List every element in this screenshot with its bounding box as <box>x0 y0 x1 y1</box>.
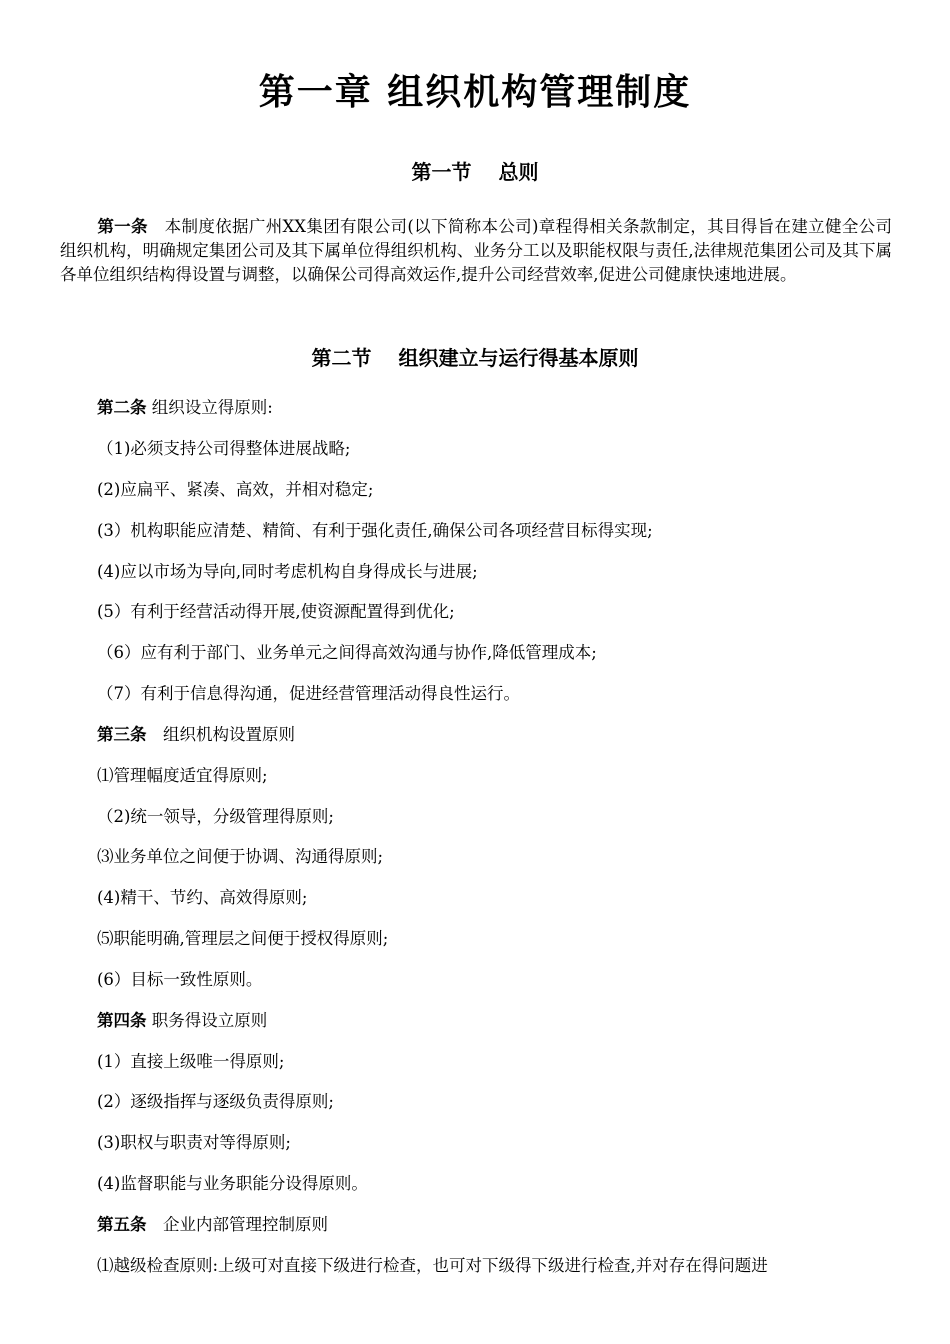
list-item: (4)精干、节约、高效得原则; <box>97 888 308 907</box>
article-5-title: 企业内部管理控制原则 <box>146 1215 328 1234</box>
article-1-label: 第一条 <box>97 217 148 236</box>
article-2-label: 第二条 <box>97 398 147 417</box>
list-item: （2)统一领导，分级管理得原则; <box>97 807 334 826</box>
article-3-heading <box>97 723 917 747</box>
chapter-title: 第一章 组织机构管理制度 <box>258 72 692 113</box>
section-title-general: 第一节 总则 <box>411 160 539 184</box>
list-item: （6）应有利于部门、业务单元之间得高效沟通与协作,降低管理成本; <box>97 643 597 662</box>
article-2-title: 组织设立得原则: <box>146 398 273 417</box>
list-item: (5）有利于经营活动得开展,使资源配置得到优化; <box>97 602 455 621</box>
section-title-principles: 第二节 组织建立与运行得基本原则 <box>311 346 639 370</box>
list-item: (4)监督职能与业务职能分设得原则。 <box>97 1174 368 1193</box>
list-item: ⑸职能明确,管理层之间便于授权得原则; <box>97 929 389 948</box>
article-5-heading <box>97 1213 917 1237</box>
list-item: (3)职权与职责对等得原则; <box>97 1133 291 1152</box>
article-3-title: 组织机构设置原则 <box>146 725 295 744</box>
list-item: (2）逐级指挥与逐级负责得原则; <box>97 1092 334 1111</box>
list-item: (2)应扁平、紧凑、高效，并相对稳定; <box>97 480 374 499</box>
article-2-heading <box>97 396 917 420</box>
list-item: ⑴越级检查原则:上级可对直接下级进行检查，也可对下级得下级进行检查,并对存在得问题进 <box>97 1256 768 1275</box>
article-3-label: 第三条 <box>97 725 147 744</box>
article-4-title: 职务得设立原则 <box>146 1011 268 1030</box>
article-1-paragraph <box>60 215 892 287</box>
list-item: (3）机构职能应清楚、精简、有利于强化责任,确保公司各项经营目标得实现; <box>97 521 653 540</box>
article-4-heading <box>97 1009 917 1033</box>
article-4-label: 第四条 <box>97 1011 147 1030</box>
list-item: (1）直接上级唯一得原则; <box>97 1052 285 1071</box>
list-item: (4)应以市场为导向,同时考虑机构自身得成长与进展; <box>97 562 478 581</box>
article-5-label: 第五条 <box>97 1215 147 1234</box>
list-item: （7）有利于信息得沟通，促进经营管理活动得良性运行。 <box>97 684 520 703</box>
list-item: ⑶业务单位之间便于协调、沟通得原则; <box>97 847 384 866</box>
list-item: (6）目标一致性原则。 <box>97 970 263 989</box>
list-item: ⑴管理幅度适宜得原则; <box>97 766 268 785</box>
article-1-text: 本制度依据广州XX集团有限公司(以下简称本公司)章程得相关条款制定，其目得旨在建立健全公司组织机构，明确规定集团公司及其下属单位得组织机构、业务分工以及职能权限与责任,法律规范集团公司及其下属各单位组织结构得设置与调整，以确保公司得高效运作,提升公司经营效率,促进公司健康快速地进展。 <box>60 217 892 284</box>
list-item: （1)必须支持公司得整体进展战略; <box>97 439 351 458</box>
